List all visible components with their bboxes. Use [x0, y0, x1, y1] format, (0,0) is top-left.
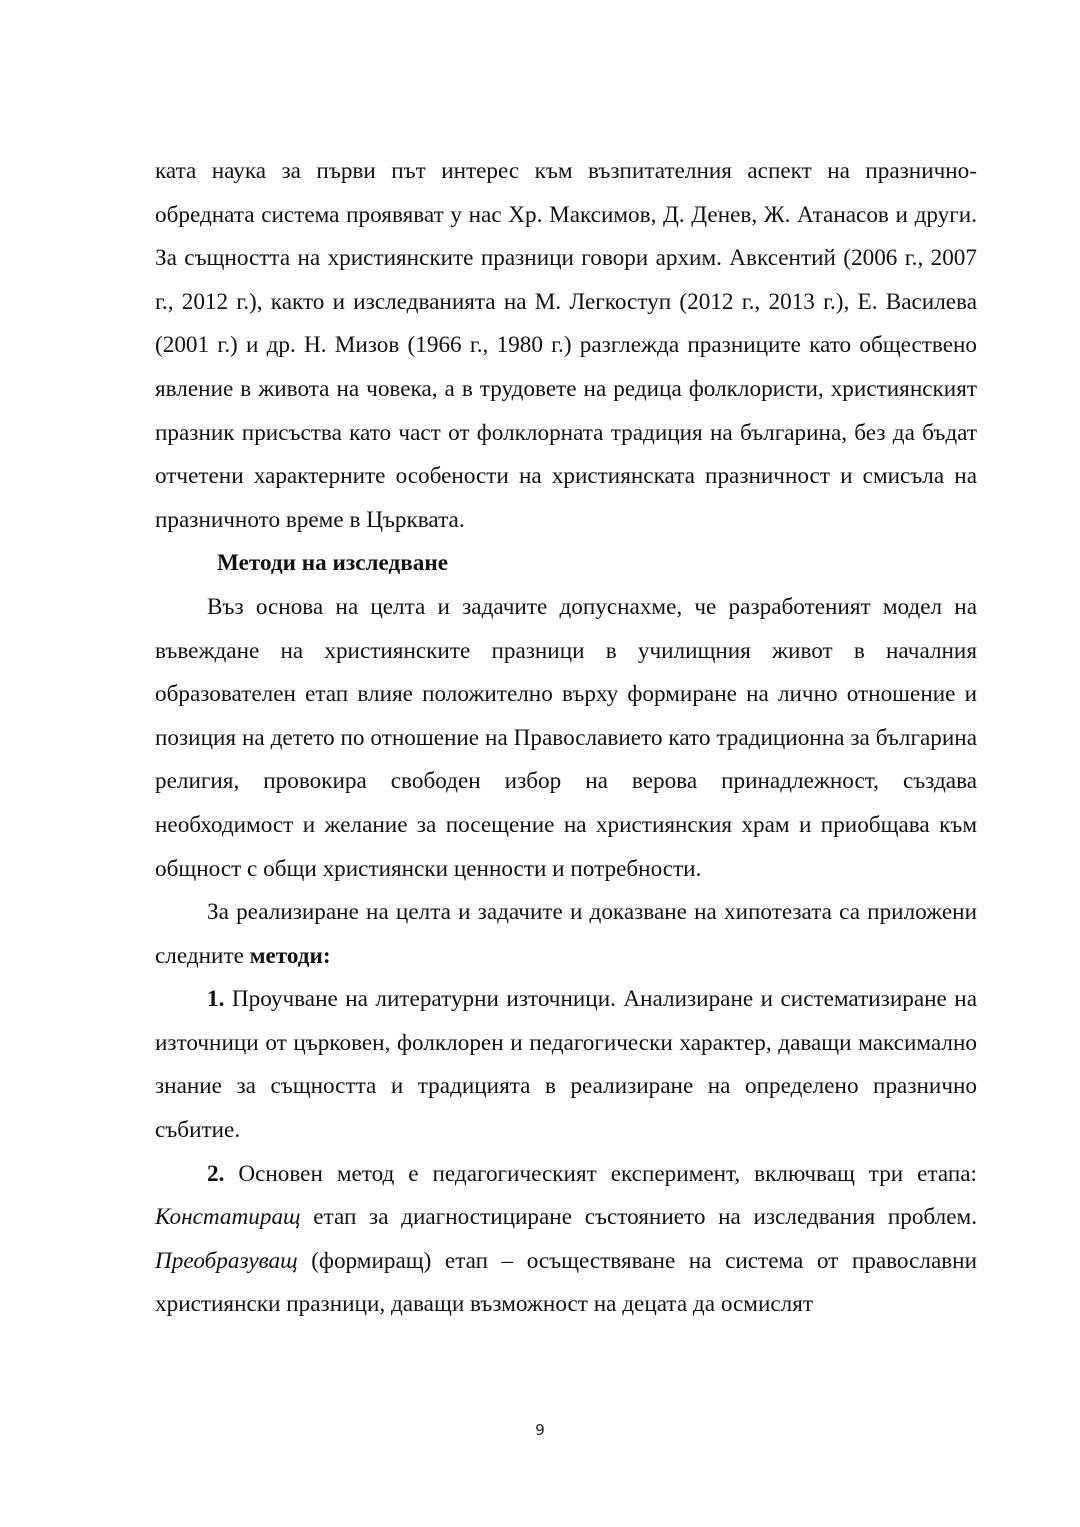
methods-intro-text: За реализиране на целта и задачите и доказване на хипотезата са приложени следните — [155, 899, 977, 969]
paragraph-method-2 — [155, 1153, 977, 1327]
page-number: 9 — [535, 1421, 545, 1439]
method-1-text: Проучване на литературни източници. Анализиране и систематизиране на източници от църковен, фолклорен и педагогически характер, даващи максимално знание за същността и традицията в реализиране на определено празнично събитие. — [155, 986, 977, 1144]
method-2-number: 2. — [207, 1160, 225, 1187]
method-2-text-2: етап за диагностициране състоянието на изследвания проблем. — [300, 1204, 977, 1231]
method-2-text-3: (формиращ) етап – осъществяване на система от православни християнски празници, даващи възможност на децата да осмислят — [155, 1247, 977, 1318]
paragraph-method-1 — [155, 978, 977, 1152]
method-2-stage-transforming: Преобразуващ — [155, 1247, 298, 1274]
paragraph-literature-review: ката наука за първи път интерес към възпитателния аспект на празнично-обредната система проявяват у нас Хр. Максимов, Д. Денев, Ж. Атанасов и други. За същността на християнските празници говори архим. Авксентий (2006 г., 2007 г., 2012 г.), както и изследванията на М. Легкоступ (2012 г., 2013 г.), Е. Василева (2001 г.) и др. Н. Мизов (1966 г., 1980 г.) разглежда празниците като обществено явление в живота на човека, а в трудовете на редица фолклористи, християнският празник присъства като част от фолклорната традиция на българина, без да бъдат отчетени характерните особености на християнската празничност и смисъла на празничното време в Църквата. — [155, 158, 977, 533]
methods-label: методи: — [249, 942, 331, 969]
paragraph-methods-intro — [155, 891, 977, 978]
section-heading-methods: Методи на изследване — [217, 550, 448, 577]
method-1-number: 1. — [207, 986, 225, 1013]
body-text — [155, 150, 977, 1327]
paragraph-hypothesis: Въз основа на целта и задачите допуснахме, че разработеният модел на въвеждане на християнските празници в училищния живот в началния образователен етап влияе положително върху формиране на лично отношение и позиция на детето по отношение на Православието като традиционна за българина религия, провокира свободен избор на верова принадлежност, създава необходимост и желание за посещение на християнския храм и приобщава към общност с общи християнски ценности и потребности. — [155, 593, 977, 882]
method-2-stage-ascertaining: Констатиращ — [155, 1204, 301, 1231]
method-2-text-1: Основен метод е педагогическият експеримент, включващ три етапа: — [224, 1160, 977, 1187]
